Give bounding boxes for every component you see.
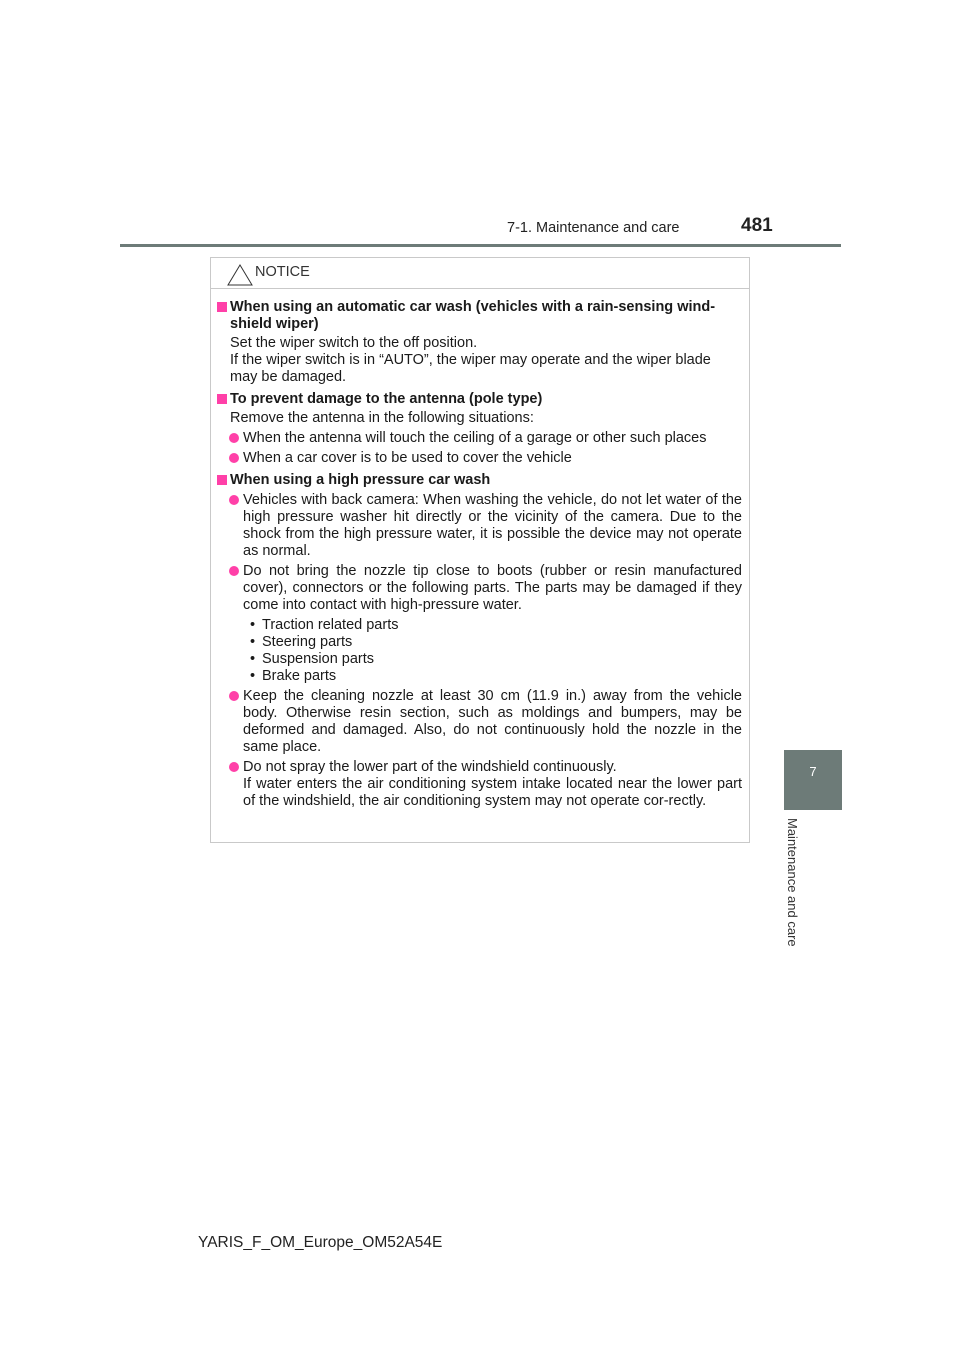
bullet-text: Keep the cleaning nozzle at least 30 cm (11.9 in.) away from the vehicle body. Otherwise resin section, such as moldings and bumpers, may be deformed and damaged. Also, do not continuously hold the nozzle in the same place.: [243, 688, 742, 755]
square-bullet-icon: [217, 302, 227, 312]
section-title: When using a high pressure car wash: [230, 472, 491, 488]
chapter-tab: [784, 750, 842, 810]
circle-bullet-icon: [229, 762, 239, 772]
bullet-item: [217, 688, 742, 756]
notice-box: [210, 257, 750, 843]
notice-section: [217, 391, 742, 408]
list-item: • Suspension parts: [250, 651, 742, 668]
list-item: • Brake parts: [250, 668, 742, 685]
list-item: • Steering parts: [250, 634, 742, 651]
notice-section: [217, 299, 742, 333]
square-bullet-icon: [217, 475, 227, 485]
parts-list: [217, 617, 742, 685]
list-item: • Traction related parts: [250, 617, 742, 634]
bullet-text: When the antenna will touch the ceiling of a garage or other such places: [243, 430, 707, 446]
section-body: [217, 335, 742, 386]
notice-header: [211, 258, 749, 289]
section-header: 7-1. Maintenance and care: [507, 220, 680, 236]
circle-bullet-icon: [229, 453, 239, 463]
square-bullet-icon: [217, 394, 227, 404]
notice-label: NOTICE: [255, 264, 310, 280]
circle-bullet-icon: [229, 433, 239, 443]
page-number: 481: [741, 215, 773, 236]
bullet-item: [217, 450, 742, 467]
chapter-title: [784, 818, 804, 968]
bullet-item: [217, 430, 742, 447]
chapter-title-text: Maintenance and care: [785, 818, 800, 947]
section-title: When using an automatic car wash (vehicles with a rain-sensing wind-shield wiper): [230, 299, 716, 332]
circle-bullet-icon: [229, 495, 239, 505]
header-rule: [120, 244, 841, 247]
notice-section: [217, 472, 742, 489]
paragraph: Set the wiper switch to the off position.: [230, 335, 478, 351]
section-title: To prevent damage to the antenna (pole type): [230, 391, 543, 407]
bullet-text: When a car cover is to be used to cover the vehicle: [243, 450, 572, 466]
bullet-continuation: If water enters the air conditioning system intake located near the lower part of the windshield, the air conditioning system may not operate cor-rectly.: [243, 776, 742, 809]
circle-bullet-icon: [229, 566, 239, 576]
bullet-item: [217, 759, 742, 810]
chapter-number: 7: [809, 764, 817, 779]
notice-content: [217, 299, 742, 810]
bullet-item: [217, 492, 742, 560]
bullet-text: Do not bring the nozzle tip close to boots (rubber or resin manufactured cover), connectors or the following parts. The parts may be damaged if they come into contact with high-pressure water.: [243, 563, 742, 613]
warning-triangle-icon: [226, 263, 254, 287]
bullet-text: Vehicles with back camera: When washing the vehicle, do not let water of the high pressure washer hit directly or the vicinity of the camera. Due to the shock from the high pressure water, it is possible the device may not operate as normal.: [243, 492, 742, 559]
section-body: [217, 410, 742, 427]
bullet-text: Do not spray the lower part of the windshield continuously.: [243, 759, 617, 775]
bullet-item: [217, 563, 742, 614]
document-id: YARIS_F_OM_Europe_OM52A54E: [198, 1234, 443, 1251]
paragraph: If the wiper switch is in “AUTO”, the wiper may operate and the wiper blade may be damaged.: [230, 352, 711, 385]
circle-bullet-icon: [229, 691, 239, 701]
paragraph: Remove the antenna in the following situations:: [230, 410, 534, 426]
